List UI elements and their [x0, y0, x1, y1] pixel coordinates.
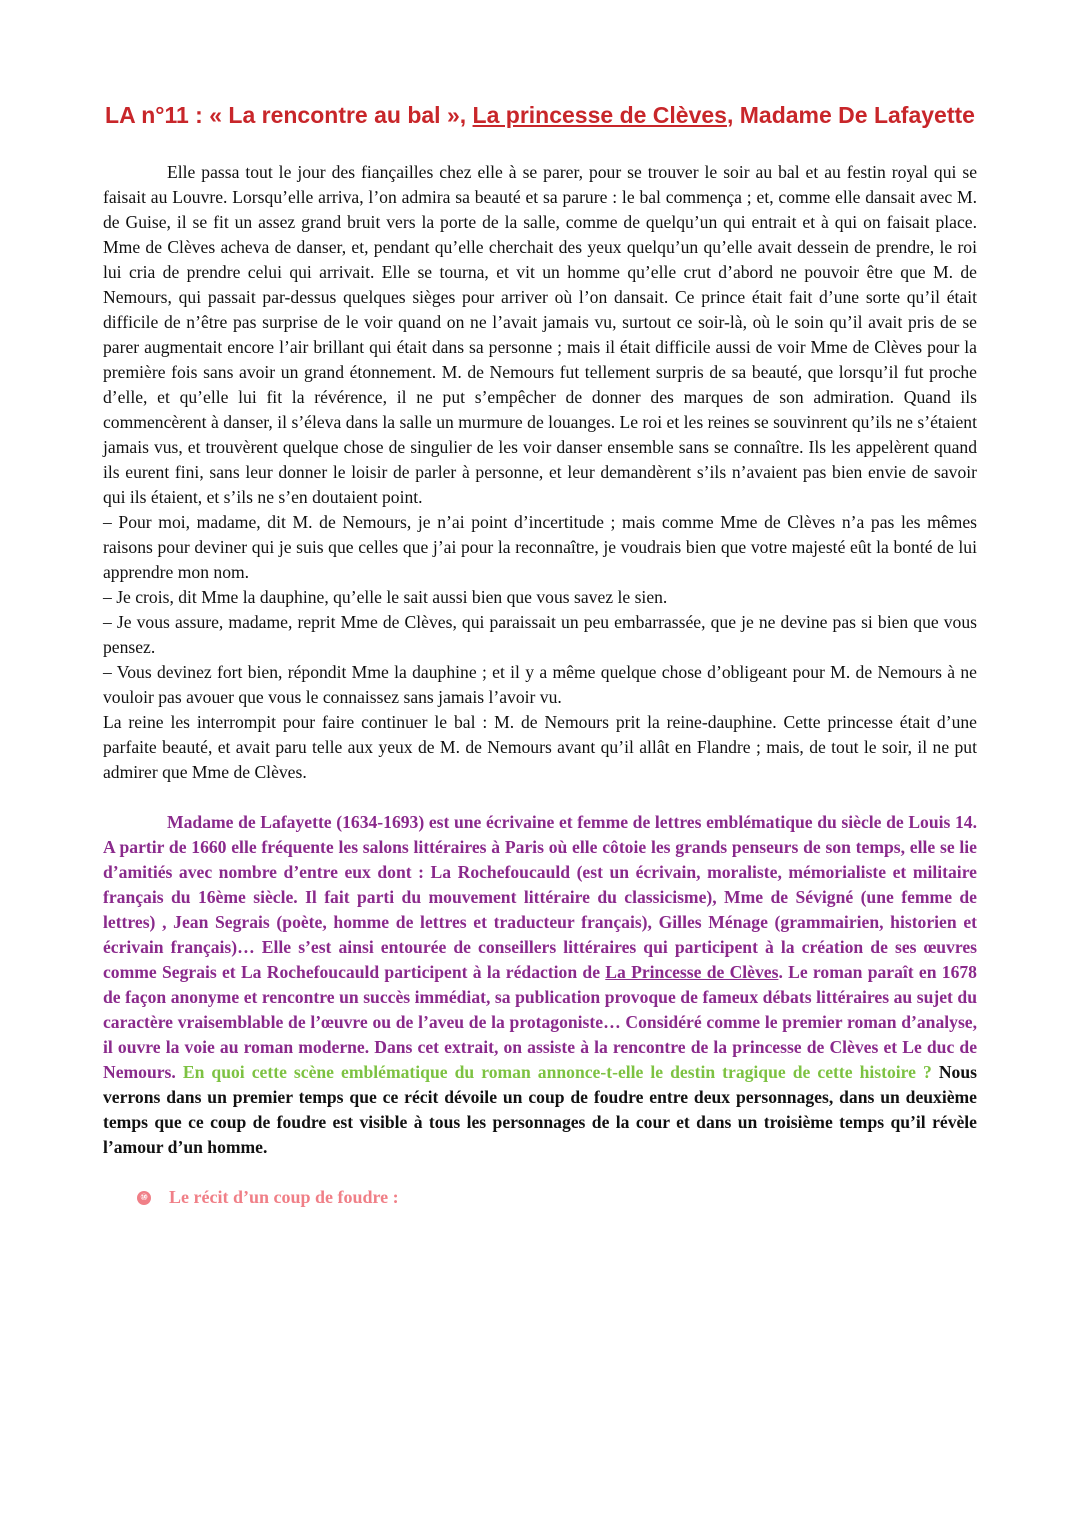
intro-book-title: La Princesse de Clèves — [605, 962, 779, 982]
page-title — [103, 100, 977, 130]
document-page — [103, 100, 977, 1210]
title-book-name: La princesse de Clèves — [472, 102, 727, 128]
extract-paragraph-1: Elle passa tout le jour des fiançailles chez elle à se parer, pour se trouver le soir au bal et au festin royal qui se faisait au Louvre. Lorsqu’elle arriva, l’on admira sa beauté et sa parure : le bal commença ; et, comme elle dansait avec M. de Guise, il se fit un assez grand bruit vers la porte de la salle, comme de quelqu’un qui entrait et à qui on faisait place. Mme de Clèves acheva de danser, et, pendant qu’elle cherchait des yeux quelqu’un qu’elle avait dessein de prendre, le roi lui cria de prendre celui qui arrivait. Elle se tourna, et vit un homme qu’elle crut d’abord ne pouvoir être que M. de Nemours, qui passait par-dessus quelques sièges pour arriver où l’on dansait. Ce prince était fait d’une sorte qu’il était difficile de n’être pas surprise de le voir quand on ne l’avait jamais vu, surtout ce soir-là, où le soin qu’il avait pris de se parer augmentait encore l’air brillant qui était dans sa personne ; mais il était difficile aussi de voir Mme de Clèves pour la première fois sans avoir un grand étonnement. M. de Nemours fut tellement surpris de sa beauté, que lorsqu’il fut proche d’elle, et qu’elle lui fit la révérence, il ne put s’empêcher de donner des marques de son admiration. Quand ils commencèrent à danser, il s’éleva dans la salle un murmure de louanges. Le roi et les reines se souvinrent qu’ils ne s’étaient jamais vus, et trouvèrent quelque chose de singulier de les voir danser ensemble sans se connaître. Ils les appelèrent quand ils eurent fini, sans leur donner le loisir de parler à personne, et leur demandèrent s’ils n’avaient pas bien envie de savoir qui ils étaient, et s’ils ne s’en doutaient point. — [103, 162, 977, 507]
section-heading-text: Le récit d’un coup de foudre : — [169, 1187, 399, 1207]
problematique: En quoi cette scène emblématique du roman annonce-t-elle le destin tragique de cette histoire ? — [182, 1062, 932, 1082]
extract-dialogue-1: – Pour moi, madame, dit M. de Nemours, je n’ai point d’incertitude ; mais comme Mme de Clèves n’a pas les mêmes raisons pour deviner qui je suis que celles que j’ai pour la reconnaître, je voudrais bien que votre majesté eût la bonté de lui apprendre mon nom. — [103, 512, 977, 582]
title-suffix: , Madame De Lafayette — [726, 102, 975, 128]
extract-paragraph-final: La reine les interrompit pour faire continuer le bal : M. de Nemours prit la reine-dauphine. Cette princesse était d’une parfaite beauté, et avait paru telle aux yeux de M. de Nemours avant qu’il allât en Flandre ; mais, de tout le soir, il ne put admirer que Mme de Clèves. — [103, 712, 977, 782]
plan-announcement: Nous verrons dans un premier temps que ce récit dévoile un coup de foudre entre deux personnages, dans un deuxième temps que ce coup de foudre est visible à tous les personnages de la cour et dans un troisième temps qu’il révèle l’amour d’un homme. — [103, 1062, 977, 1157]
section-number-badge: ⑩ — [137, 1191, 151, 1205]
section-heading — [137, 1185, 977, 1210]
intro-context-continued: . Le roman paraît en 1678 de façon anonyme et rencontre un succès immédiat, sa publication provoque de fameux débats littéraires au sujet du caractère vraisemblable de l’œuvre ou de l’aveu de la protagoniste… Considéré comme le premier roman d’analyse, il ouvre la voie au roman moderne. Dans cet extrait, on assiste à la rencontre de la princesse de Clèves et Le duc de Nemours. — [103, 962, 977, 1082]
title-prefix: LA n°11 : « La rencontre au bal », — [105, 102, 473, 128]
intro-context: Madame de Lafayette (1634-1693) est une écrivaine et femme de lettres emblématique du siècle de Louis 14. A partir de 1660 elle fréquente les salons littéraires à Paris où elle côtoie les grands penseurs de son temps, elle se lie d’amitiés avec nombre d’entre eux dont : La Rochefoucauld (est un écrivain, moraliste, mémorialiste et militaire français du 16ème siècle. Il fait parti du mouvement littéraire du classicisme), Mme de Sévigné (une femme de lettres) , Jean Segrais (poète, homme de lettres et traducteur français), Gilles Ménage (grammairien, historien et écrivain français)… Elle s’est ainsi entourée de conseillers littéraires qui participent à la création de ses œuvres comme Segrais et La Rochefoucauld participent à la rédaction de — [103, 812, 977, 982]
extract-dialogue-4: – Vous devinez fort bien, répondit Mme la dauphine ; et il y a même quelque chose d’obligeant pour M. de Nemours à ne vouloir pas avouer que vous le connaissez sans jamais l’avoir vu. — [103, 662, 977, 707]
extract-text — [103, 160, 977, 785]
introduction-paragraph — [103, 810, 977, 1160]
extract-dialogue-2: – Je crois, dit Mme la dauphine, qu’elle le sait aussi bien que vous savez le sien. — [103, 587, 668, 607]
extract-dialogue-3: – Je vous assure, madame, reprit Mme de Clèves, qui paraissait un peu embarrassée, que je ne devine pas si bien que vous pensez. — [103, 612, 977, 657]
